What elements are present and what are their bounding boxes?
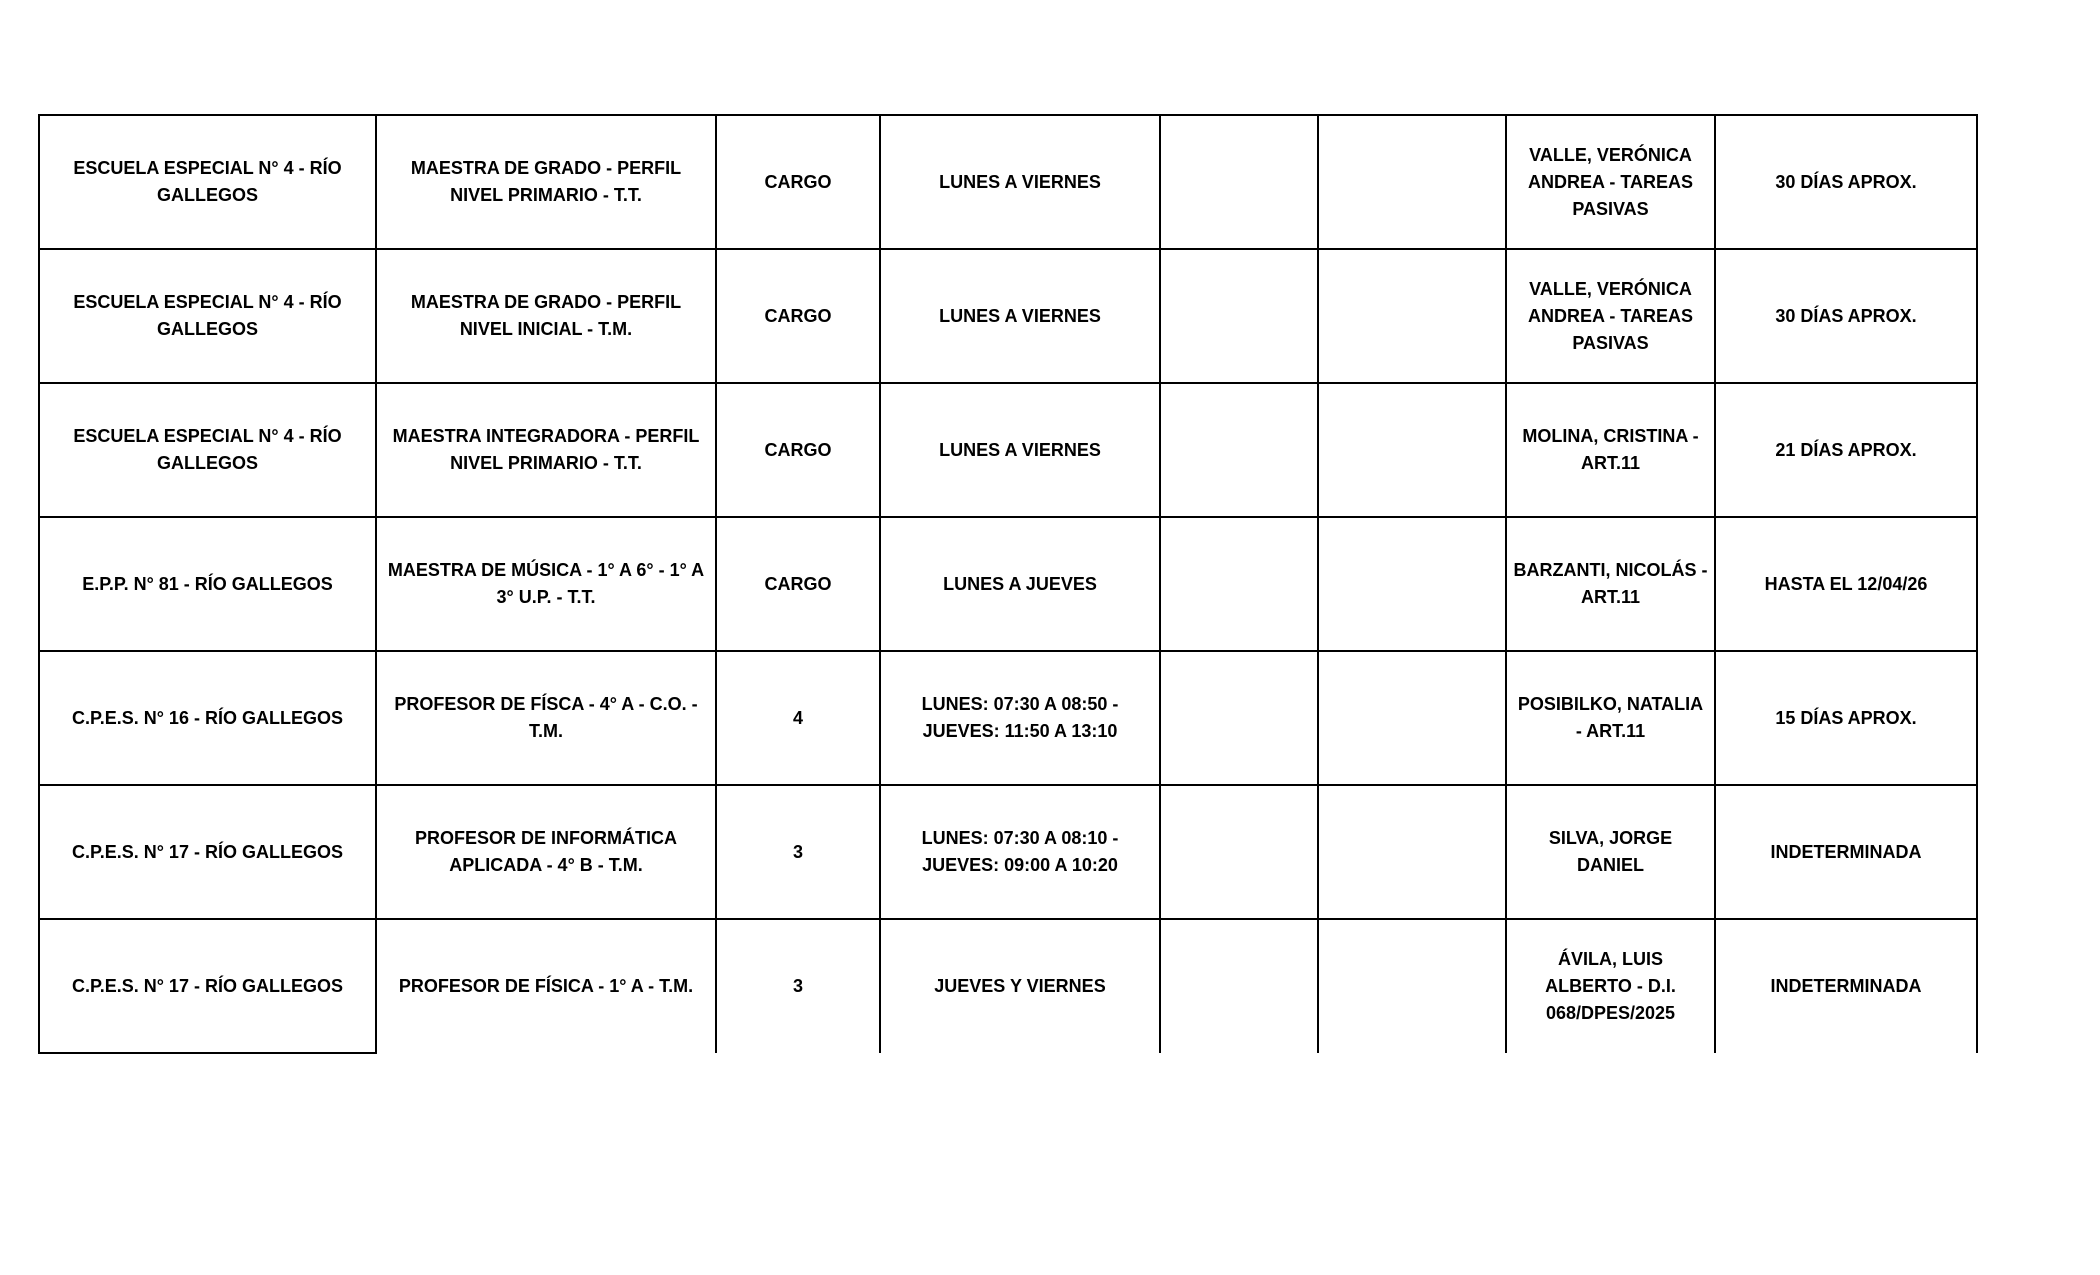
hours-cell: 3 xyxy=(716,919,880,1053)
school-cell: C.P.E.S. N° 17 - RÍO GALLEGOS xyxy=(39,919,376,1053)
duration-cell: 21 DÍAS APROX. xyxy=(1715,383,1977,517)
hours-cell: CARGO xyxy=(716,115,880,249)
vacancy-table xyxy=(38,114,1978,1054)
empty-cell xyxy=(1318,785,1506,919)
school-cell: ESCUELA ESPECIAL N° 4 - RÍO GALLEGOS xyxy=(39,383,376,517)
empty-cell xyxy=(1160,249,1318,383)
table-row xyxy=(39,517,1977,651)
teacher-cell: BARZANTI, NICOLÁS - ART.11 xyxy=(1506,517,1715,651)
position-cell: MAESTRA DE GRADO - PERFIL NIVEL INICIAL - T.M. xyxy=(376,249,716,383)
duration-cell: 30 DÍAS APROX. xyxy=(1715,115,1977,249)
hours-cell: 3 xyxy=(716,785,880,919)
empty-cell xyxy=(1160,517,1318,651)
position-cell: MAESTRA INTEGRADORA - PERFIL NIVEL PRIMARIO - T.T. xyxy=(376,383,716,517)
teacher-cell: SILVA, JORGE DANIEL xyxy=(1506,785,1715,919)
empty-cell xyxy=(1318,115,1506,249)
position-cell: MAESTRA DE GRADO - PERFIL NIVEL PRIMARIO - T.T. xyxy=(376,115,716,249)
position-cell: PROFESOR DE FÍSICA - 1° A - T.M. xyxy=(376,919,716,1053)
school-cell: C.P.E.S. N° 16 - RÍO GALLEGOS xyxy=(39,651,376,785)
teacher-cell: ÁVILA, LUIS ALBERTO - D.I. 068/DPES/2025 xyxy=(1506,919,1715,1053)
school-cell: ESCUELA ESPECIAL N° 4 - RÍO GALLEGOS xyxy=(39,115,376,249)
duration-cell: INDETERMINADA xyxy=(1715,919,1977,1053)
empty-cell xyxy=(1318,249,1506,383)
empty-cell xyxy=(1160,383,1318,517)
table-row xyxy=(39,785,1977,919)
empty-cell xyxy=(1318,651,1506,785)
empty-cell xyxy=(1160,651,1318,785)
empty-cell xyxy=(1160,919,1318,1053)
table-row xyxy=(39,249,1977,383)
teacher-cell: MOLINA, CRISTINA - ART.11 xyxy=(1506,383,1715,517)
hours-cell: CARGO xyxy=(716,517,880,651)
empty-cell xyxy=(1318,517,1506,651)
table-row xyxy=(39,383,1977,517)
table-row xyxy=(39,919,1977,1053)
duration-cell: INDETERMINADA xyxy=(1715,785,1977,919)
position-cell: PROFESOR DE FÍSCA - 4° A - C.O. - T.M. xyxy=(376,651,716,785)
schedule-cell: LUNES A VIERNES xyxy=(880,249,1160,383)
duration-cell: 30 DÍAS APROX. xyxy=(1715,249,1977,383)
hours-cell: CARGO xyxy=(716,383,880,517)
school-cell: E.P.P. N° 81 - RÍO GALLEGOS xyxy=(39,517,376,651)
empty-cell xyxy=(1160,115,1318,249)
school-cell: ESCUELA ESPECIAL N° 4 - RÍO GALLEGOS xyxy=(39,249,376,383)
schedule-cell: JUEVES Y VIERNES xyxy=(880,919,1160,1053)
empty-cell xyxy=(1318,919,1506,1053)
teacher-cell: VALLE, VERÓNICA ANDREA - TAREAS PASIVAS xyxy=(1506,249,1715,383)
schedule-cell: LUNES A VIERNES xyxy=(880,115,1160,249)
schedule-cell: LUNES A JUEVES xyxy=(880,517,1160,651)
school-cell: C.P.E.S. N° 17 - RÍO GALLEGOS xyxy=(39,785,376,919)
empty-cell xyxy=(1318,383,1506,517)
schedule-cell: LUNES A VIERNES xyxy=(880,383,1160,517)
table-row xyxy=(39,651,1977,785)
table-row xyxy=(39,115,1977,249)
position-cell: PROFESOR DE INFORMÁTICA APLICADA - 4° B - T.M. xyxy=(376,785,716,919)
hours-cell: 4 xyxy=(716,651,880,785)
teacher-cell: POSIBILKO, NATALIA - ART.11 xyxy=(1506,651,1715,785)
duration-cell: 15 DÍAS APROX. xyxy=(1715,651,1977,785)
duration-cell: HASTA EL 12/04/26 xyxy=(1715,517,1977,651)
position-cell: MAESTRA DE MÚSICA - 1° A 6° - 1° A 3° U.P. - T.T. xyxy=(376,517,716,651)
schedule-cell: LUNES: 07:30 A 08:50 - JUEVES: 11:50 A 13:10 xyxy=(880,651,1160,785)
hours-cell: CARGO xyxy=(716,249,880,383)
teacher-cell: VALLE, VERÓNICA ANDREA - TAREAS PASIVAS xyxy=(1506,115,1715,249)
empty-cell xyxy=(1160,785,1318,919)
schedule-cell: LUNES: 07:30 A 08:10 - JUEVES: 09:00 A 10:20 xyxy=(880,785,1160,919)
